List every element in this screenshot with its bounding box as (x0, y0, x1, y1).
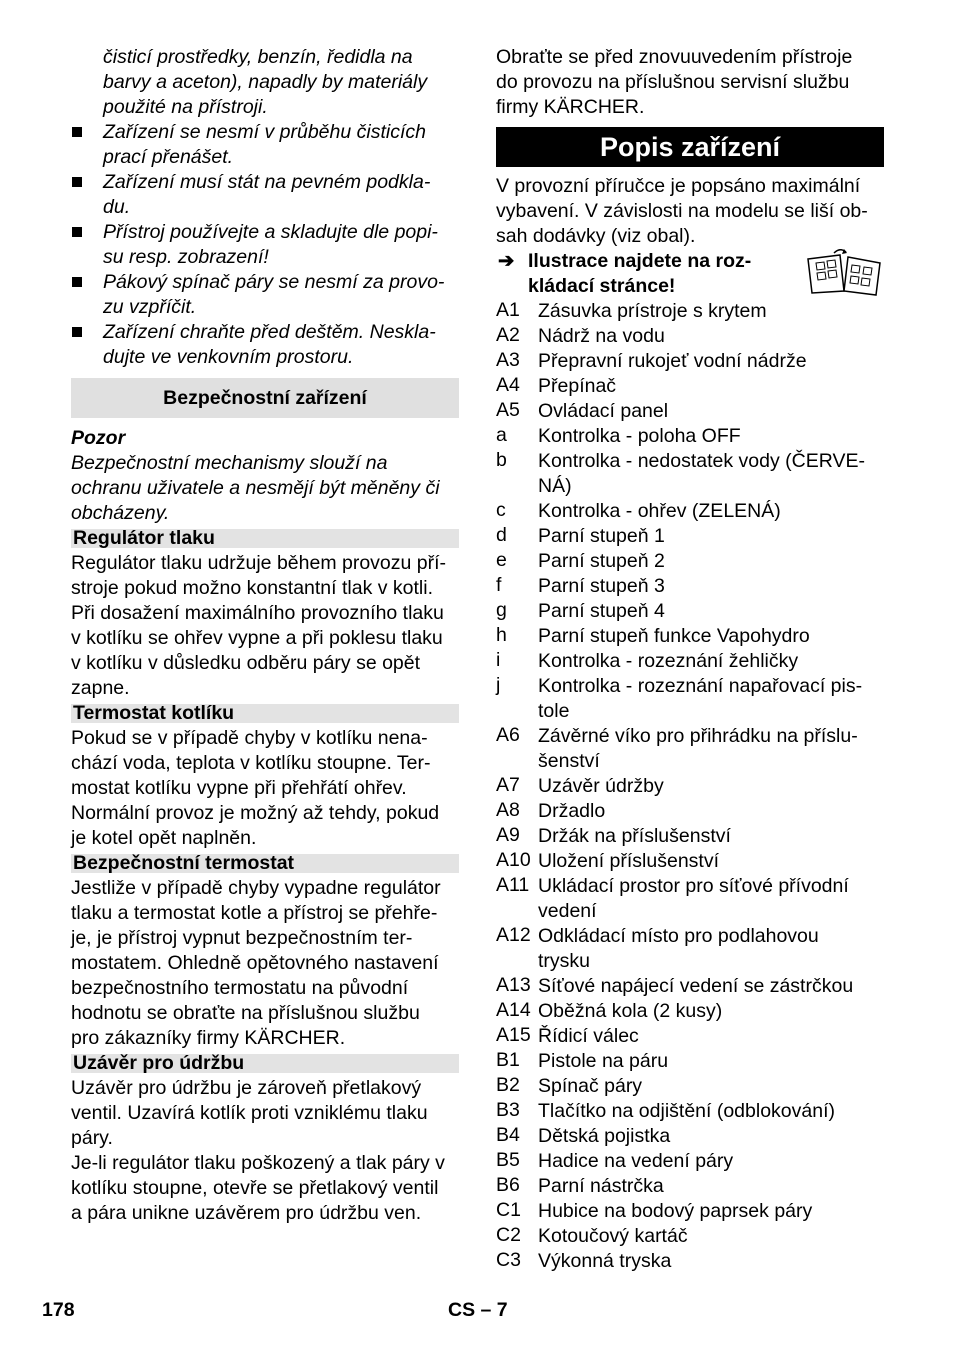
subsection-heading: Regulátor tlaku (71, 529, 459, 548)
parts-list (496, 299, 884, 1274)
item-key: B3 (496, 1099, 520, 1121)
text-line: do provozu na příslušnou servisní službu (496, 71, 850, 93)
item-label: Parní stupeň 2 (538, 550, 665, 572)
list-item (496, 399, 884, 424)
list-item (496, 799, 884, 824)
list-item (496, 1099, 884, 1124)
page-number: 178 (42, 1299, 75, 1321)
item-label: tole (538, 700, 570, 722)
list-item (496, 624, 884, 649)
caution-text (71, 451, 459, 526)
list-item (71, 220, 459, 270)
item-label: Výkonná tryska (538, 1250, 672, 1272)
list-item (496, 299, 884, 324)
item-key: g (496, 599, 507, 621)
list-item (496, 424, 884, 449)
text-line: Pokud se v případě chyby v kotlíku nena- (71, 727, 428, 749)
text-line: zu vzpříčit. (103, 296, 197, 318)
text-line: Při dosažení maximálního provozního tlaku (71, 602, 444, 624)
list-item (71, 320, 459, 370)
text-line: Pákový spínač páry se nesmí za provo- (103, 271, 445, 293)
text-line: sah dodávky (viz obal). (496, 225, 696, 247)
square-bullet-icon (72, 327, 82, 337)
list-item (496, 874, 884, 924)
item-key: A3 (496, 349, 520, 371)
item-label: Tlačítko na odjištění (odblokování) (538, 1100, 835, 1122)
square-bullet-icon (72, 177, 82, 187)
item-label: Uzávěr údržby (538, 775, 664, 797)
text-line: v kotlíku v důsledku odběru páry se opět (71, 652, 421, 674)
item-label: Parní stupeň 3 (538, 575, 665, 597)
text-line: je kotel opět naplněn. (71, 827, 257, 849)
item-key: B4 (496, 1124, 520, 1146)
safety-bullet-list (71, 120, 459, 370)
text-line: stroje pokud možno konstantní tlak v kotli. (71, 577, 434, 599)
item-key: A4 (496, 374, 520, 396)
text-line: Uzávěr pro údržbu je zároveň přetlakový (71, 1077, 422, 1099)
item-key: A9 (496, 824, 520, 846)
list-item (496, 999, 884, 1024)
item-key: e (496, 549, 507, 571)
text-line: obcházeny. (71, 502, 170, 524)
list-item (71, 170, 459, 220)
text-line: ventil. Uzavírá kotlík proti vzniklému tlaku (71, 1102, 428, 1124)
list-item (496, 574, 884, 599)
item-key: C3 (496, 1249, 521, 1271)
item-label: šenství (538, 750, 600, 772)
list-item (496, 1174, 884, 1199)
text-line: je, je přístroj vypnut bezpečnostním ter- (71, 927, 413, 949)
item-label: Držadlo (538, 800, 606, 822)
text-line: Zařízení se nesmí v průběhu čisticích (103, 121, 426, 143)
section-heading-safety: Bezpečnostní zařízení (71, 378, 459, 418)
list-item (496, 524, 884, 549)
item-label: vedení (538, 900, 597, 922)
item-key: A10 (496, 849, 531, 871)
list-item (496, 1224, 884, 1249)
item-label: Parní stupeň 4 (538, 600, 665, 622)
text-line: Přístroj používejte a skladujte dle popi- (103, 221, 438, 243)
text-line: použité na přístroji. (103, 96, 268, 118)
text-line: su resp. zobrazení! (103, 246, 269, 268)
item-key: A14 (496, 999, 531, 1021)
item-label: NÁ) (538, 475, 572, 497)
item-key: f (496, 574, 502, 596)
item-key: B6 (496, 1174, 520, 1196)
item-key: A2 (496, 324, 520, 346)
subsection-pressure-regulator (71, 529, 459, 701)
arrow-right-icon: ➔ (498, 250, 515, 272)
list-item (496, 849, 884, 874)
square-bullet-icon (72, 227, 82, 237)
list-item (496, 499, 884, 524)
item-label: Kontrolka - rozeznání napařovací pis- (538, 675, 863, 697)
item-label: Kontrolka - ohřev (ZELENÁ) (538, 500, 781, 522)
item-label: Kontrolka - poloha OFF (538, 425, 741, 447)
text-line: firmy KÄRCHER. (496, 96, 645, 118)
item-key: C1 (496, 1199, 521, 1221)
list-item (496, 374, 884, 399)
item-label: Dětská pojistka (538, 1125, 671, 1147)
foldout-note (496, 249, 884, 299)
text-line: ochranu uživatele a nesmějí být měněny či (71, 477, 440, 499)
text-line: čisticí prostředky, benzín, ředidla na (103, 46, 413, 68)
text-line: Bezpečnostní mechanismy slouží na (71, 452, 388, 474)
item-label: Ukládací prostor pro síťové přívodní (538, 875, 849, 897)
list-item (496, 1249, 884, 1274)
item-key: A8 (496, 799, 520, 821)
item-label: Přepravní rukojeť vodní nádrže (538, 350, 807, 372)
item-label: Síťové napájecí vedení se zástrčkou (538, 975, 854, 997)
item-label: Parní stupeň 1 (538, 525, 665, 547)
text-line: mostatem. Ohledně opětovného nastavení (71, 952, 439, 974)
item-key: A11 (496, 874, 530, 896)
item-label: Kontrolka - nedostatek vody (ČERVE- (538, 450, 865, 472)
item-key: i (496, 649, 501, 671)
item-label: Řídicí válec (538, 1025, 639, 1047)
item-key: A6 (496, 724, 520, 746)
item-label: Odkládací místo pro podlahovou (538, 925, 819, 947)
text-line: prací přenášet. (103, 146, 234, 168)
item-key: a (496, 424, 507, 446)
subsection-heading: Uzávěr pro údržbu (71, 1054, 459, 1073)
description-text (496, 174, 884, 249)
text-line: páry. (71, 1127, 113, 1149)
text-line: Ilustrace najdete na roz- (528, 250, 752, 272)
list-item (496, 324, 884, 349)
list-item (496, 1149, 884, 1174)
text-line: Jestliže v případě chyby vypadne regulátor (71, 877, 441, 899)
text-line: hodnotu se obraťte na příslušnou službu (71, 1002, 420, 1024)
list-item (496, 924, 884, 974)
item-key: A7 (496, 774, 520, 796)
item-label: Parní nástrčka (538, 1175, 664, 1197)
list-item (496, 774, 884, 799)
item-key: B2 (496, 1074, 520, 1096)
item-label: Hubice na bodový paprsek páry (538, 1200, 813, 1222)
list-item (71, 120, 459, 170)
item-label: Kontrolka - rozeznání žehličky (538, 650, 799, 672)
page-code: CS – 7 (448, 1299, 508, 1321)
list-item (496, 674, 884, 724)
text-line: bezpečnostního termostatu na původní (71, 977, 409, 999)
text-line: kládací stránce! (528, 275, 676, 297)
list-item (496, 1049, 884, 1074)
foldout-book-icon (804, 249, 884, 297)
list-item (496, 1124, 884, 1149)
item-label: Ovládací panel (538, 400, 669, 422)
list-item (496, 1024, 884, 1049)
text-line: zapne. (71, 677, 130, 699)
item-key: b (496, 449, 507, 471)
item-label: Závěrné víko pro přihrádku na příslu- (538, 725, 858, 747)
list-item (496, 349, 884, 374)
item-key: d (496, 524, 507, 546)
item-key: B5 (496, 1149, 520, 1171)
list-item (496, 1074, 884, 1099)
text-line: Regulátor tlaku udržuje během provozu pří- (71, 552, 447, 574)
text-line: du. (103, 196, 131, 218)
left-column (71, 45, 459, 1226)
list-item (496, 599, 884, 624)
subsection-maintenance-cap (71, 1054, 459, 1226)
caution-label: Pozor (71, 427, 126, 449)
list-item (496, 449, 884, 499)
item-key: A5 (496, 399, 520, 421)
list-item (496, 724, 884, 774)
item-key: j (496, 674, 501, 696)
text-line: a pára unikne uzávěrem pro údržbu ven. (71, 1202, 422, 1224)
item-key: A1 (496, 299, 520, 321)
text-line: mostat kotlíku vypne při přehřátí ohřev. (71, 777, 407, 799)
item-label: Parní stupeň funkce Vapohydro (538, 625, 810, 647)
item-label: Hadice na vedení páry (538, 1150, 734, 1172)
right-column (496, 45, 884, 1274)
item-key: A15 (496, 1024, 531, 1046)
item-label: Spínač páry (538, 1075, 643, 1097)
intro-text (71, 45, 459, 120)
text-line: barvy a aceton), napadly by materiály (103, 71, 428, 93)
subsection-heading: Bezpečnostní termostat (71, 854, 459, 873)
text-line: Normální provoz je možný až tehdy, pokud (71, 802, 440, 824)
item-label: Pistole na páru (538, 1050, 669, 1072)
item-key: A12 (496, 924, 531, 946)
item-key: h (496, 624, 507, 646)
text-line: Obraťte se před znovuuvedením přístroje (496, 46, 853, 68)
list-item (496, 649, 884, 674)
item-label: Nádrž na vodu (538, 325, 665, 347)
subsection-heading: Termostat kotlíku (71, 704, 459, 723)
item-label: Kotoučový kartáč (538, 1225, 688, 1247)
list-item (71, 270, 459, 320)
item-label: trysku (538, 950, 591, 972)
text-line: Zařízení chraňte před deštěm. Neskla- (103, 321, 436, 343)
subsection-boiler-thermostat (71, 704, 459, 851)
text-line: tlaku a termostat kotle a přístroj se přehře- (71, 902, 438, 924)
list-item (496, 549, 884, 574)
subsection-safety-thermostat (71, 854, 459, 1051)
item-label: Oběžná kola (2 kusy) (538, 1000, 723, 1022)
text-line: Zařízení musí stát na pevném podkla- (103, 171, 431, 193)
text-line: kotlíku stoupne, otevře se přetlakový ventil (71, 1177, 439, 1199)
text-line: dujte ve venkovním prostoru. (103, 346, 354, 368)
text-line: chází voda, teplota v kotlíku stoupne. Ter- (71, 752, 431, 774)
square-bullet-icon (72, 277, 82, 287)
item-label: Uložení příslušenství (538, 850, 719, 872)
item-key: c (496, 499, 506, 521)
list-item (496, 974, 884, 999)
square-bullet-icon (72, 127, 82, 137)
item-key: C2 (496, 1224, 521, 1246)
text-line: vybavení. V závislosti na modelu se liší ob- (496, 200, 868, 222)
item-key: B1 (496, 1049, 520, 1071)
text-line: Je-li regulátor tlaku poškozený a tlak páry v (71, 1152, 445, 1174)
text-line: pro zákazníky firmy KÄRCHER. (71, 1027, 346, 1049)
text-line: V provozní příručce je popsáno maximální (496, 175, 861, 197)
item-label: Držák na příslušenství (538, 825, 731, 847)
item-key: A13 (496, 974, 531, 996)
section-heading-device-description: Popis zařízení (496, 127, 884, 167)
text-line: v kotlíku se ohřev vypne a při poklesu tlaku (71, 627, 443, 649)
list-item (496, 1199, 884, 1224)
item-label: Přepínač (538, 375, 617, 397)
item-label: Zásuvka prístroje s krytem (538, 300, 767, 322)
list-item (496, 824, 884, 849)
service-note (496, 45, 884, 120)
